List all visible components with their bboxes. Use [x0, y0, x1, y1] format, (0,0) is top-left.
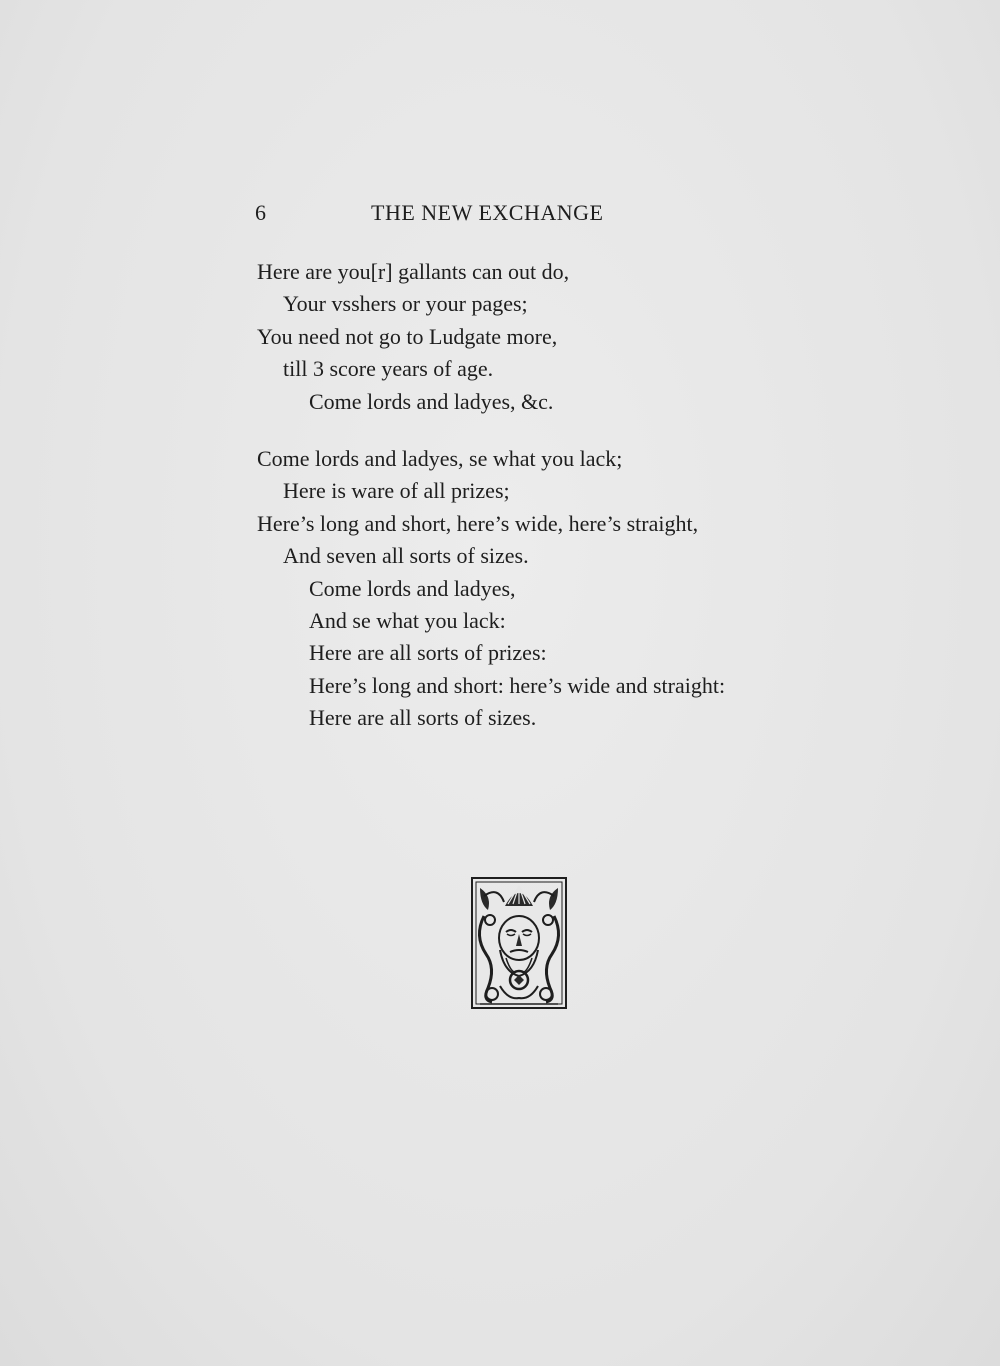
- refrain-line: Here’s long and short: here’s wide and straight:: [309, 672, 726, 698]
- stanza-2: [257, 443, 725, 735]
- refrain-line: Come lords and ladyes,: [309, 575, 516, 601]
- verse-line: Here are you[r] gallants can out do,: [257, 259, 570, 284]
- grotesque-mask-ornament-icon: [470, 876, 568, 1010]
- refrain-line: And se what you lack:: [309, 608, 506, 634]
- stanza-1: [257, 256, 569, 418]
- verse-line: You need not go to Ludgate more,: [257, 323, 558, 349]
- verse-line: Here is ware of all prizes;: [283, 478, 510, 504]
- verse-line: till 3 score years of age.: [283, 356, 494, 382]
- verse-line: Come lords and ladyes, se what you lack;: [257, 446, 623, 471]
- verse-line: Your vsshers or your pages;: [283, 291, 528, 317]
- refrain-line: Here are all sorts of sizes.: [309, 705, 537, 731]
- page-number: 6: [255, 200, 267, 225]
- running-title: THE NEW EXCHANGE: [371, 200, 604, 225]
- verse-line: Here’s long and short, here’s wide, here’s straight,: [257, 510, 699, 536]
- verse-line: And seven all sorts of sizes.: [283, 543, 529, 569]
- refrain-line: Here are all sorts of prizes:: [309, 640, 547, 666]
- running-head: [255, 200, 675, 230]
- refrain-line: Come lords and ladyes, &c.: [309, 388, 554, 414]
